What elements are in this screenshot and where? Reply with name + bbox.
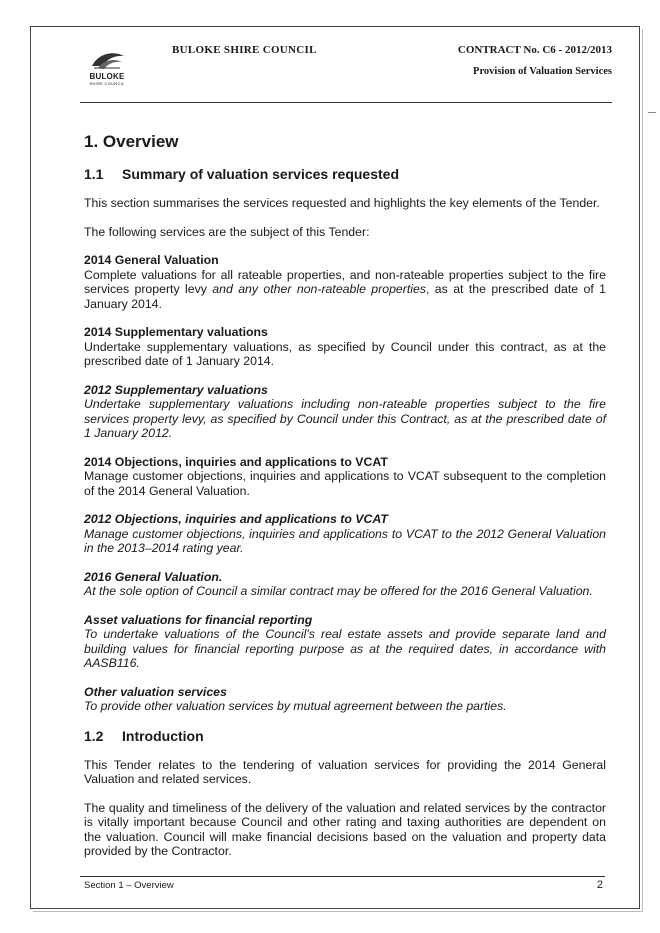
logo-subtitle: SHIRE COUNCIL bbox=[89, 81, 125, 86]
introduction-paragraph: This Tender relates to the tendering of valuation services for providing the 2014 General Valuation and related services. bbox=[84, 757, 606, 786]
service-title: 2014 Supplementary valuations bbox=[84, 325, 268, 339]
subsection-title: Summary of valuation services requested bbox=[122, 166, 399, 182]
service-title: 2014 Objections, inquiries and applications to VCAT bbox=[84, 454, 388, 469]
service-body: Manage customer objections, inquiries and applications to VCAT to the 2012 General Valuation in the 2013–2014 rating year. bbox=[84, 526, 606, 555]
section-title: 1. Overview bbox=[84, 132, 179, 151]
service-body: Undertake supplementary valuations including non-rateable properties subject to the fire services property levy, as specified by Council under this Contract, as at the prescribed date of 1 January 2012. bbox=[84, 397, 606, 440]
service-body: Manage customer objections, inquiries and applications to VCAT subsequent to the completion of the 2014 General Valuation. bbox=[84, 469, 606, 498]
service-item bbox=[84, 613, 606, 671]
service-item bbox=[84, 383, 606, 441]
council-logo bbox=[84, 46, 130, 90]
service-item bbox=[84, 685, 606, 714]
service-item bbox=[84, 512, 606, 556]
service-body: To provide other valuation services by mutual agreement between the parties. bbox=[84, 699, 507, 713]
subsection-number: 1.1 bbox=[84, 166, 104, 182]
subsection-heading-1-1 bbox=[84, 166, 606, 182]
service-title: Other valuation services bbox=[84, 684, 227, 699]
service-title: 2016 General Valuation. bbox=[84, 569, 223, 584]
page-header bbox=[80, 40, 612, 103]
service-item bbox=[84, 570, 606, 599]
service-title: 2012 Objections, inquiries and applications to VCAT bbox=[84, 512, 388, 526]
document-subtitle: Provision of Valuation Services bbox=[473, 66, 612, 77]
service-item bbox=[84, 253, 606, 311]
service-body-text-end: , as at the prescribed date of 1 January 2014. bbox=[84, 282, 606, 311]
service-body-text: Complete valuations for all rateable properties, and non-rateable properties subject to the fire services property levy bbox=[84, 267, 606, 296]
service-body: At the sole option of Council a similar contract may be offered for the 2016 General Valuation. bbox=[84, 584, 593, 598]
logo-name: BULOKE bbox=[89, 72, 125, 81]
organization-name: BULOKE SHIRE COUNCIL bbox=[172, 44, 317, 56]
service-body-italic: and any other non-rateable properties bbox=[212, 282, 426, 296]
service-body: To undertake valuations of the Council's real estate assets and provide separate land and building values for financial reporting purpose as at the required dates, in accordance with AASB116. bbox=[84, 627, 606, 670]
scan-mark bbox=[648, 112, 656, 113]
service-item bbox=[84, 455, 606, 499]
lead-paragraph: The following services are the subject of this Tender: bbox=[84, 224, 370, 239]
bird-logo-icon bbox=[84, 46, 130, 72]
introduction-paragraph: The quality and timeliness of the delivery of the valuation and related services by the contractor is vitally important because Council and other rating and taxing authorities are dependent on the valuation. Council will make financial decisions based on the valuation and property data provided by the Contractor. bbox=[84, 800, 606, 858]
page-footer bbox=[80, 876, 605, 891]
intro-paragraph: This section summarises the services requested and highlights the key elements of the Tender. bbox=[84, 196, 600, 210]
page-content bbox=[84, 132, 606, 873]
subsection-heading-1-2 bbox=[84, 728, 606, 744]
service-body: Undertake supplementary valuations, as specified by Council under this contract, as at the prescribed date of 1 January 2014. bbox=[84, 339, 606, 368]
subsection-title: Introduction bbox=[122, 727, 204, 744]
service-item bbox=[84, 325, 606, 369]
service-body bbox=[84, 268, 606, 312]
page-number: 2 bbox=[596, 879, 603, 891]
footer-section-label: Section 1 – Overview bbox=[84, 880, 174, 891]
service-title: 2014 General Valuation bbox=[84, 253, 219, 267]
subsection-number: 1.2 bbox=[84, 727, 104, 744]
service-title: Asset valuations for financial reporting bbox=[84, 612, 313, 627]
service-title: 2012 Supplementary valuations bbox=[84, 382, 268, 397]
contract-number: CONTRACT No. C6 - 2012/2013 bbox=[457, 44, 612, 56]
